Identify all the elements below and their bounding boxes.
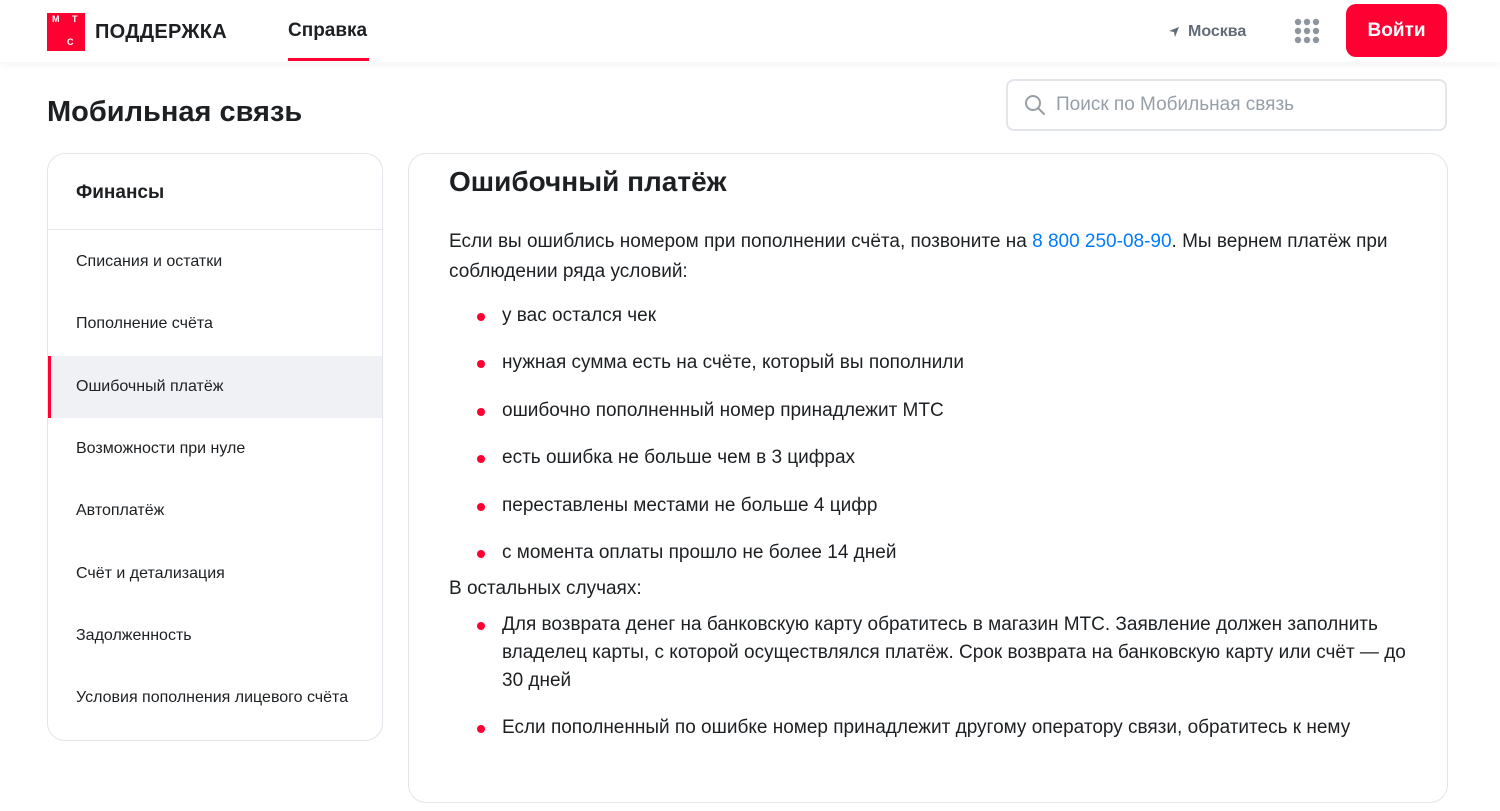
nav-tab-help[interactable]: Справка (288, 20, 368, 41)
intro-text-start: Если вы ошиблись номером при пополнении счёта, позвоните на (449, 231, 1033, 252)
condition-list-item: переставлены местами не больше 4 цифр (449, 491, 1409, 538)
location-arrow-icon (1168, 26, 1180, 38)
search-input[interactable] (1056, 83, 1436, 127)
conditions-list (449, 301, 1409, 585)
nav-tab-active-indicator (288, 58, 369, 61)
sidebar-title: Финансы (48, 154, 382, 230)
apps-grid-icon[interactable] (1294, 18, 1320, 44)
sidebar-item[interactable]: Задолженность (76, 626, 192, 644)
article-title: Ошибочный платёж (449, 166, 727, 197)
condition-list-item: с момента оплаты прошло не более 14 дней (449, 538, 1409, 585)
other-cases-title: В остальных случаях: (449, 578, 642, 599)
logo-text-top: М Т (52, 14, 83, 24)
page-title: Мобильная связь (47, 96, 303, 128)
search-box[interactable] (1006, 79, 1447, 131)
sidebar-list (48, 230, 382, 729)
other-case-list-item: Если пополненный по ошибке номер принадлежит другому оператору связи, обратитесь к нему (449, 714, 1409, 742)
logo-text-bottom: С (67, 37, 74, 47)
brand-name[interactable]: ПОДДЕРЖКА (95, 21, 228, 43)
article-intro (449, 227, 1409, 287)
search-icon (1024, 94, 1046, 116)
phone-link[interactable]: 8 800 250-08-90 (1032, 231, 1172, 252)
city-selector[interactable] (1168, 22, 1246, 42)
intro-text-end: . Мы вернем платёж при соблюдении ряда условий: (449, 231, 1388, 282)
article-card (408, 153, 1448, 803)
top-header (0, 0, 1500, 62)
city-name: Москва (1188, 23, 1247, 40)
other-cases-list (449, 611, 1409, 761)
login-button[interactable]: Войти (1346, 4, 1447, 57)
sidebar-item[interactable]: Счёт и детализация (76, 564, 225, 582)
sidebar-nav (47, 153, 383, 741)
sidebar-item[interactable]: Условия пополнения лицевого счёта (76, 689, 349, 707)
sidebar-item[interactable]: Ошибочный платёж (48, 356, 382, 418)
sidebar-item[interactable]: Пополнение счёта (76, 315, 213, 333)
condition-list-item: ошибочно пополненный номер принадлежит МТС (449, 396, 1409, 443)
sidebar-item[interactable]: Автоплатёж (76, 502, 165, 520)
sidebar-item[interactable]: Списания и остатки (76, 253, 223, 271)
other-case-list-item: Для возврата денег на банковскую карту обратитесь в магазин МТС. Заявление должен заполнить владелец карты, с которой осуществлялся платёж. Срок возврата на банковскую карту или счёт — до 30 дней (449, 611, 1409, 695)
condition-list-item: нужная сумма есть на счёте, который вы пополнили (449, 348, 1409, 395)
mts-logo[interactable] (47, 13, 85, 51)
condition-list-item: есть ошибка не больше чем в 3 цифрах (449, 443, 1409, 490)
condition-list-item: у вас остался чек (449, 301, 1409, 348)
sidebar-item[interactable]: Возможности при нуле (76, 440, 246, 458)
